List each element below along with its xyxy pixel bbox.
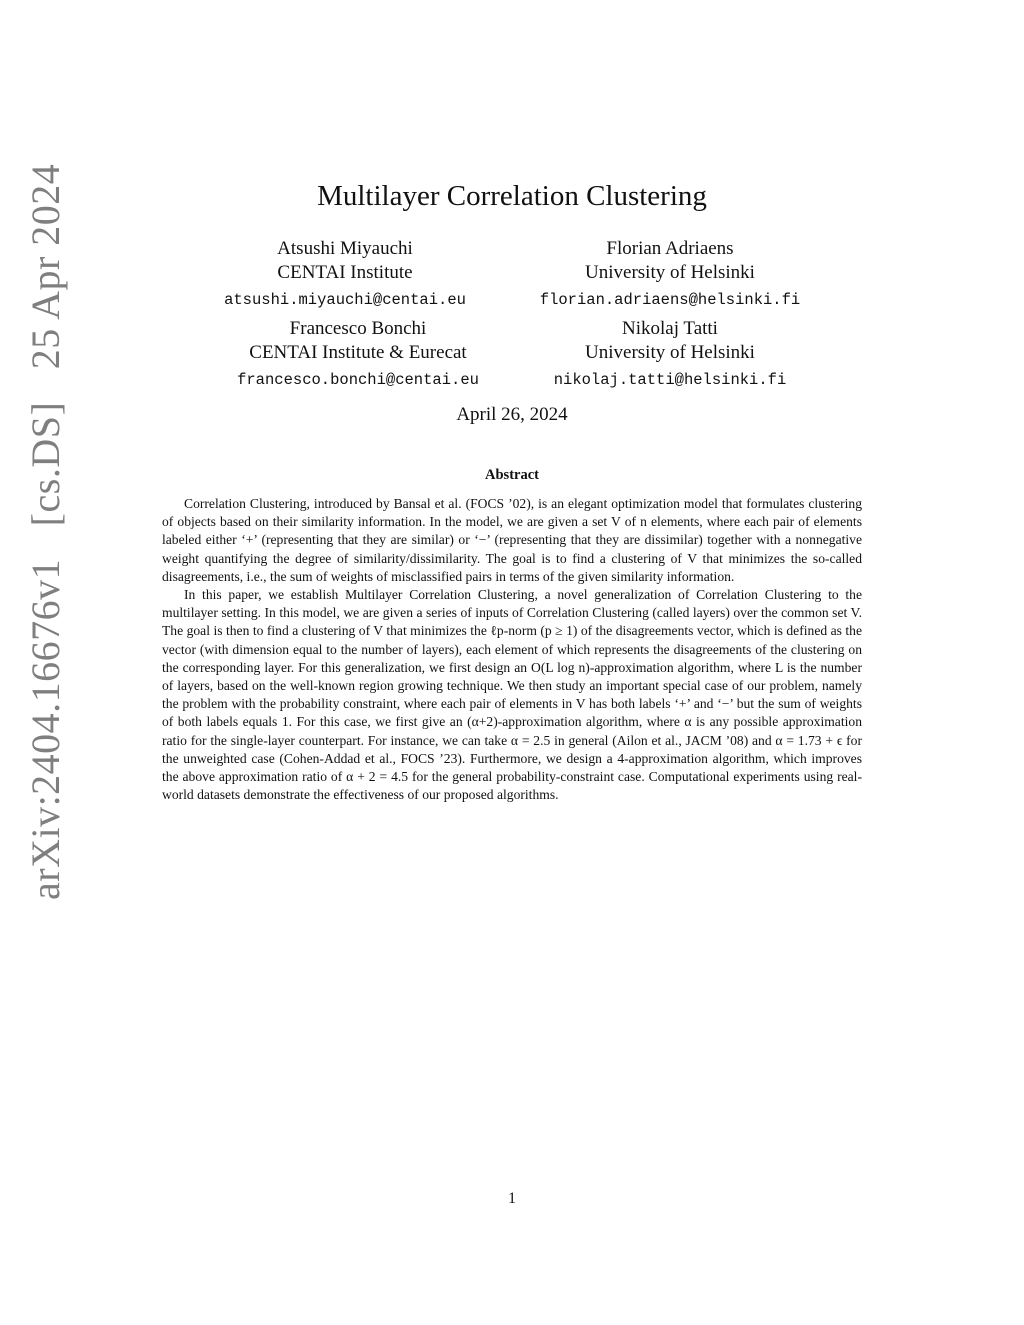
author-name: Nikolaj Tatti <box>622 318 718 339</box>
arxiv-date: 25 Apr 2024 <box>23 163 68 370</box>
author-name: Atsushi Miyauchi <box>277 238 413 259</box>
arxiv-id: arXiv:2404.16676v1 <box>23 558 68 900</box>
arxiv-identifier-stamp <box>22 142 69 900</box>
author-email: atsushi.miyauchi@centai.eu <box>224 291 466 309</box>
abstract-paragraph: Correlation Clustering, introduced by Bansal et al. (FOCS ’02), is an elegant optimization model that formulates clustering of objects based on their similarity information. In the model, we are given a set V of n elements, where each pair of elements labeled either ‘+’ (representing that they are similar) or ‘−’ (representing that they are dissimilar) together with a nonnegative weight quantifying the degree of similarity/dissimilarity. The goal is to find a clustering of V that minimizes the so-called disagreements, i.e., the sum of weights of misclassified pairs in terms of the given similarity information. <box>162 496 862 584</box>
author-email: florian.adriaens@helsinki.fi <box>539 291 801 309</box>
author-affiliation: CENTAI Institute <box>277 262 413 283</box>
author-block <box>178 317 538 393</box>
author-block <box>490 317 850 393</box>
publication-date: April 26, 2024 <box>456 404 568 425</box>
author-affiliation: University of Helsinki <box>585 342 755 363</box>
author-affiliation: University of Helsinki <box>585 262 755 283</box>
author-email: nikolaj.tatti@helsinki.fi <box>553 371 787 389</box>
author-block <box>490 237 850 313</box>
author-name: Florian Adriaens <box>606 238 734 259</box>
abstract-body <box>162 495 862 804</box>
author-name: Francesco Bonchi <box>289 318 427 339</box>
abstract-heading: Abstract <box>485 467 539 483</box>
arxiv-category: [cs.DS] <box>23 401 68 527</box>
paper-title: Multilayer Correlation Clustering <box>317 180 707 212</box>
abstract-paragraph: In this paper, we establish Multilayer Correlation Clustering, a novel generalization of Correlation Clustering to the multilayer setting. In this model, we are given a series of inputs of Correlation Clustering (called layers) over the common set V. The goal is then to find a clustering of V that minimizes the ℓp-norm (p ≥ 1) of the disagreements vector, which is defined as the vector (with dimension equal to the number of layers), each element of which represents the disagreements of the clustering on the corresponding layer. For this generalization, we first design an O(L log n)-approximation algorithm, where L is the number of layers, based on the well-known region growing technique. We then study an important special case of our problem, namely the problem with the probability constraint, where each pair of elements in V has both labels ‘+’ and ‘−’ but the sum of weights of both labels equals 1. For this case, we first give an (α+2)-approximation algorithm, where α is any possible approximation ratio for the single-layer counterpart. For instance, we can take α = 2.5 in general (Ailon et al., JACM ’08) and α = 1.73 + ϵ for the unweighted case (Cohen-Addad et al., FOCS ’23). Furthermore, we design a 4-approximation algorithm, which improves the above approximation ratio of α + 2 = 4.5 for the general probability-constraint case. Computational experiments using real-world datasets demonstrate the effectiveness of our proposed algorithms. <box>162 587 862 803</box>
page-number: 1 <box>508 1190 516 1207</box>
author-affiliation: CENTAI Institute & Eurecat <box>249 342 467 363</box>
author-block <box>165 237 525 313</box>
author-email: francesco.bonchi@centai.eu <box>237 371 479 389</box>
